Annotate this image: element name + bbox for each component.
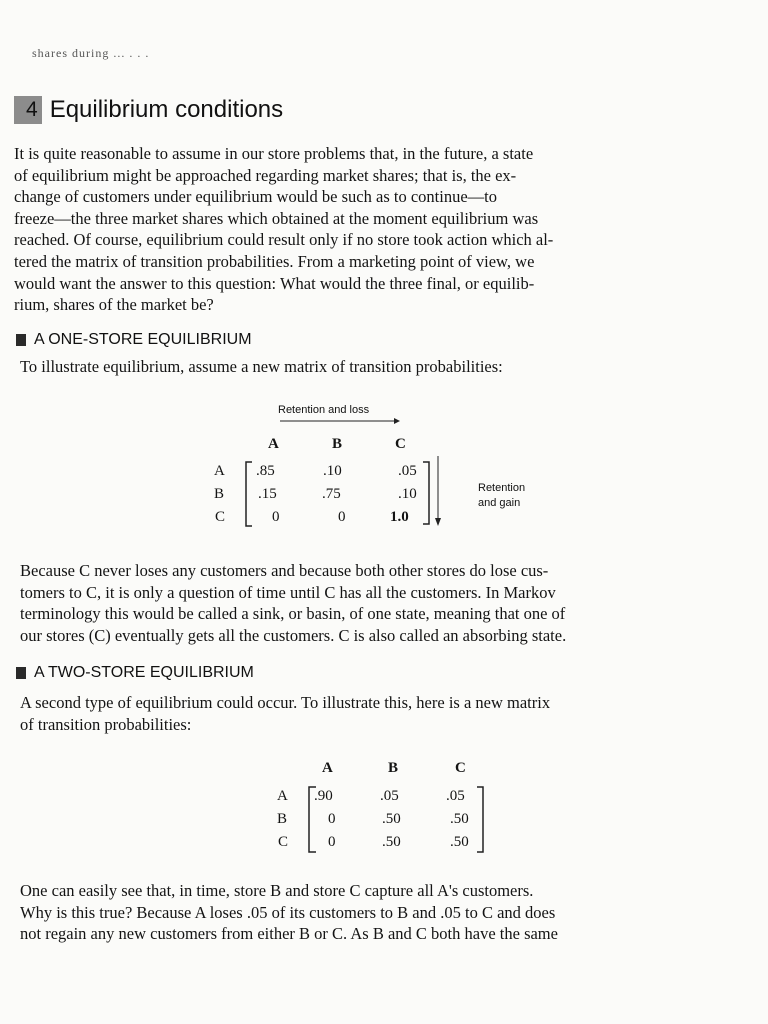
matrix2-cell: 0 bbox=[328, 834, 336, 850]
text-line: not regain any new customers from either B or C. As B and C both have the same bbox=[20, 924, 558, 944]
text-line: It is quite reasonable to assume in our store problems that, in the future, a state bbox=[14, 144, 534, 163]
matrix2-cell: .05 bbox=[446, 788, 465, 804]
matrix1-cell: .75 bbox=[322, 486, 341, 502]
matrix1-col-header: C bbox=[395, 436, 406, 452]
retention-gain-label: Retention bbox=[478, 482, 526, 494]
text-line: tered the matrix of transition probabilities. From a marketing point of view, we bbox=[14, 251, 535, 271]
text-line: A second type of equilibrium could occur. To illustrate this, here is a new matrix bbox=[20, 693, 551, 712]
matrix2-cell: .05 bbox=[380, 788, 399, 804]
text-line: of transition probabilities: bbox=[20, 714, 192, 734]
matrix2-row-header: B bbox=[277, 811, 288, 827]
retention-loss-label: Retention and loss bbox=[278, 404, 370, 416]
text-line: our stores (C) eventually gets all the customers. C is also called an absorbing state. bbox=[20, 625, 567, 645]
matrix1-row-header: C bbox=[215, 509, 226, 525]
matrix1-cell: 1.0 bbox=[390, 509, 409, 525]
matrix2-cell: 0 bbox=[328, 811, 336, 827]
subheading-text: A TWO-STORE EQUILIBRIUM bbox=[34, 664, 254, 681]
matrix1-cell: .05 bbox=[398, 463, 417, 479]
text-line: Why is this true? Because A loses .05 of its customers to B and .05 to C and does bbox=[20, 902, 556, 922]
matrix1-cell: .15 bbox=[258, 486, 277, 502]
section-number: 4 bbox=[14, 96, 42, 124]
text-line: would want the answer to this question: What would the three final, or equilib- bbox=[14, 273, 535, 293]
matrix2-cell: .90 bbox=[314, 788, 333, 804]
matrix2-row-header: C bbox=[278, 834, 289, 850]
matrix1-col-header: A bbox=[268, 436, 279, 452]
text-line: One can easily see that, in time, store B and store C capture all A's customers. bbox=[20, 881, 534, 900]
text-line: To illustrate equilibrium, assume a new matrix of transition probabilities: bbox=[20, 357, 503, 376]
subheading-text: A ONE-STORE EQUILIBRIUM bbox=[34, 331, 252, 348]
matrix1-cell: 0 bbox=[338, 509, 346, 525]
matrix1-cell: .10 bbox=[398, 486, 417, 502]
matrix2-cell: .50 bbox=[450, 834, 469, 850]
matrix1-row-header: B bbox=[214, 486, 225, 502]
text-line: change of customers under equilibrium would be such as to continue—to bbox=[14, 187, 497, 207]
text-line: tomers to C, it is only a question of time until C has all the customers. In Markov bbox=[20, 582, 556, 602]
matrix2-col-header: C bbox=[455, 760, 466, 776]
cut-off-previous-line: shares during ... . . . bbox=[32, 46, 150, 60]
text-line: Because C never loses any customers and because both other stores do lose cus- bbox=[20, 561, 549, 580]
matrix2-col-header: A bbox=[322, 760, 333, 776]
text-line: reached. Of course, equilibrium could result only if no store took action which al- bbox=[14, 230, 554, 250]
matrix2-cell: .50 bbox=[450, 811, 469, 827]
text-line: terminology this would be called a sink, or basin, of one state, meaning that one of bbox=[20, 604, 566, 624]
matrix2-col-header: B bbox=[388, 760, 399, 776]
matrix1-col-header: B bbox=[332, 436, 343, 452]
matrix1-cell: .85 bbox=[256, 463, 275, 479]
matrix2-cell: .50 bbox=[382, 811, 401, 827]
matrix2-cell: .50 bbox=[382, 834, 401, 850]
matrix1-row-header: A bbox=[214, 463, 225, 479]
text-line: freeze—the three market shares which obtained at the moment equilibrium was bbox=[14, 208, 539, 228]
matrix2-row-header: A bbox=[277, 788, 288, 804]
two-store-explanation-paragraph bbox=[20, 880, 756, 945]
text-line: rium, shares of the market be? bbox=[14, 295, 214, 315]
section-title: Equilibrium conditions bbox=[49, 96, 284, 123]
matrix1-cell: .10 bbox=[323, 463, 342, 479]
text-line: of equilibrium might be approached regarding market shares; that is, the ex- bbox=[14, 165, 517, 185]
matrix1-cell: 0 bbox=[272, 509, 280, 525]
retention-gain-label: and gain bbox=[478, 497, 521, 509]
